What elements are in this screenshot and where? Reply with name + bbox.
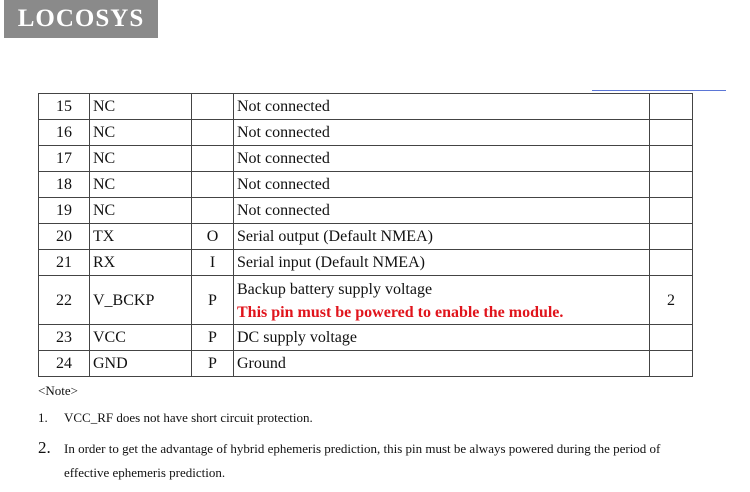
pin-description-text: Not connected — [237, 98, 330, 115]
pin-note-cell — [650, 198, 693, 224]
table-row — [39, 198, 693, 224]
pin-description-text: Ground — [237, 355, 286, 372]
pin-note-cell — [650, 250, 693, 276]
pin-description-cell — [234, 120, 650, 146]
pin-type-cell — [192, 198, 234, 224]
pin-description-text: Serial input (Default NMEA) — [237, 254, 425, 271]
pin-note-cell — [650, 325, 693, 351]
table-row — [39, 325, 693, 351]
pin-number-cell: 21 — [39, 250, 90, 276]
pin-note-cell — [650, 224, 693, 250]
pin-number-cell: 17 — [39, 146, 90, 172]
table-row — [39, 94, 693, 120]
pin-number-cell: 23 — [39, 325, 90, 351]
pin-description-table — [38, 93, 693, 377]
pin-warning-text: This pin must be powered to enable the module. — [237, 303, 564, 321]
pin-note-cell — [650, 172, 693, 198]
pin-type-cell: P — [192, 351, 234, 377]
pin-name-cell: GND — [90, 351, 192, 377]
pin-description-text: Not connected — [237, 124, 330, 141]
note-number: 2. — [38, 438, 51, 457]
notes-heading: <Note> — [38, 383, 78, 398]
pin-note-cell — [650, 120, 693, 146]
pin-description-cell — [234, 224, 650, 250]
pin-name-cell: NC — [90, 172, 192, 198]
pin-note-cell — [650, 351, 693, 377]
pin-note-cell — [650, 94, 693, 120]
pin-description-cell — [234, 276, 650, 325]
pin-type-cell: P — [192, 276, 234, 325]
table-row — [39, 224, 693, 250]
pin-name-cell: NC — [90, 198, 192, 224]
pin-number-cell: 20 — [39, 224, 90, 250]
pin-note-cell — [650, 146, 693, 172]
pin-description-text: Not connected — [237, 202, 330, 219]
pin-description-cell — [234, 198, 650, 224]
pin-type-cell: I — [192, 250, 234, 276]
table-row — [39, 351, 693, 377]
note-item-2 — [38, 436, 728, 485]
pin-name-cell: NC — [90, 94, 192, 120]
pin-description-text: Not connected — [237, 150, 330, 167]
pin-name-cell: NC — [90, 146, 192, 172]
company-logo: LOCOSYS — [4, 0, 158, 38]
pin-type-cell — [192, 120, 234, 146]
pin-type-cell — [192, 94, 234, 120]
table-row — [39, 172, 693, 198]
table-row — [39, 276, 693, 325]
pin-type-cell: O — [192, 224, 234, 250]
pin-type-cell: P — [192, 325, 234, 351]
pin-description-cell — [234, 351, 650, 377]
note-text: In order to get the advantage of hybrid ephemeris prediction, this pin must be always powered during the period of — [64, 441, 661, 456]
header-divider-line — [592, 90, 726, 91]
pin-name-cell: TX — [90, 224, 192, 250]
pin-description-cell — [234, 146, 650, 172]
pin-description-cell — [234, 250, 650, 276]
pin-number-cell: 19 — [39, 198, 90, 224]
pin-number-cell: 16 — [39, 120, 90, 146]
pin-description-cell — [234, 94, 650, 120]
table-row — [39, 120, 693, 146]
pin-description-text: Backup battery supply voltage — [237, 280, 433, 298]
pin-type-cell — [192, 146, 234, 172]
table-row — [39, 250, 693, 276]
pin-number-cell: 22 — [39, 276, 90, 325]
note-text: VCC_RF does not have short circuit protection. — [64, 410, 313, 425]
pin-description-text: Not connected — [237, 176, 330, 193]
pin-name-cell: RX — [90, 250, 192, 276]
note-number: 1. — [38, 410, 48, 425]
pin-description-text: DC supply voltage — [237, 329, 357, 346]
note-text-continuation: effective ephemeris prediction. — [64, 465, 226, 480]
table-row — [39, 146, 693, 172]
pin-number-cell: 24 — [39, 351, 90, 377]
pin-description-cell — [234, 325, 650, 351]
note-item-1 — [38, 410, 313, 426]
pin-type-cell — [192, 172, 234, 198]
pin-name-cell: V_BCKP — [90, 276, 192, 325]
pin-name-cell: NC — [90, 120, 192, 146]
pin-table-body — [39, 94, 693, 377]
pin-description-text: Serial output (Default NMEA) — [237, 228, 433, 245]
pin-description-cell — [234, 172, 650, 198]
pin-note-cell: 2 — [650, 276, 693, 325]
pin-number-cell: 15 — [39, 94, 90, 120]
pin-number-cell: 18 — [39, 172, 90, 198]
pin-name-cell: VCC — [90, 325, 192, 351]
